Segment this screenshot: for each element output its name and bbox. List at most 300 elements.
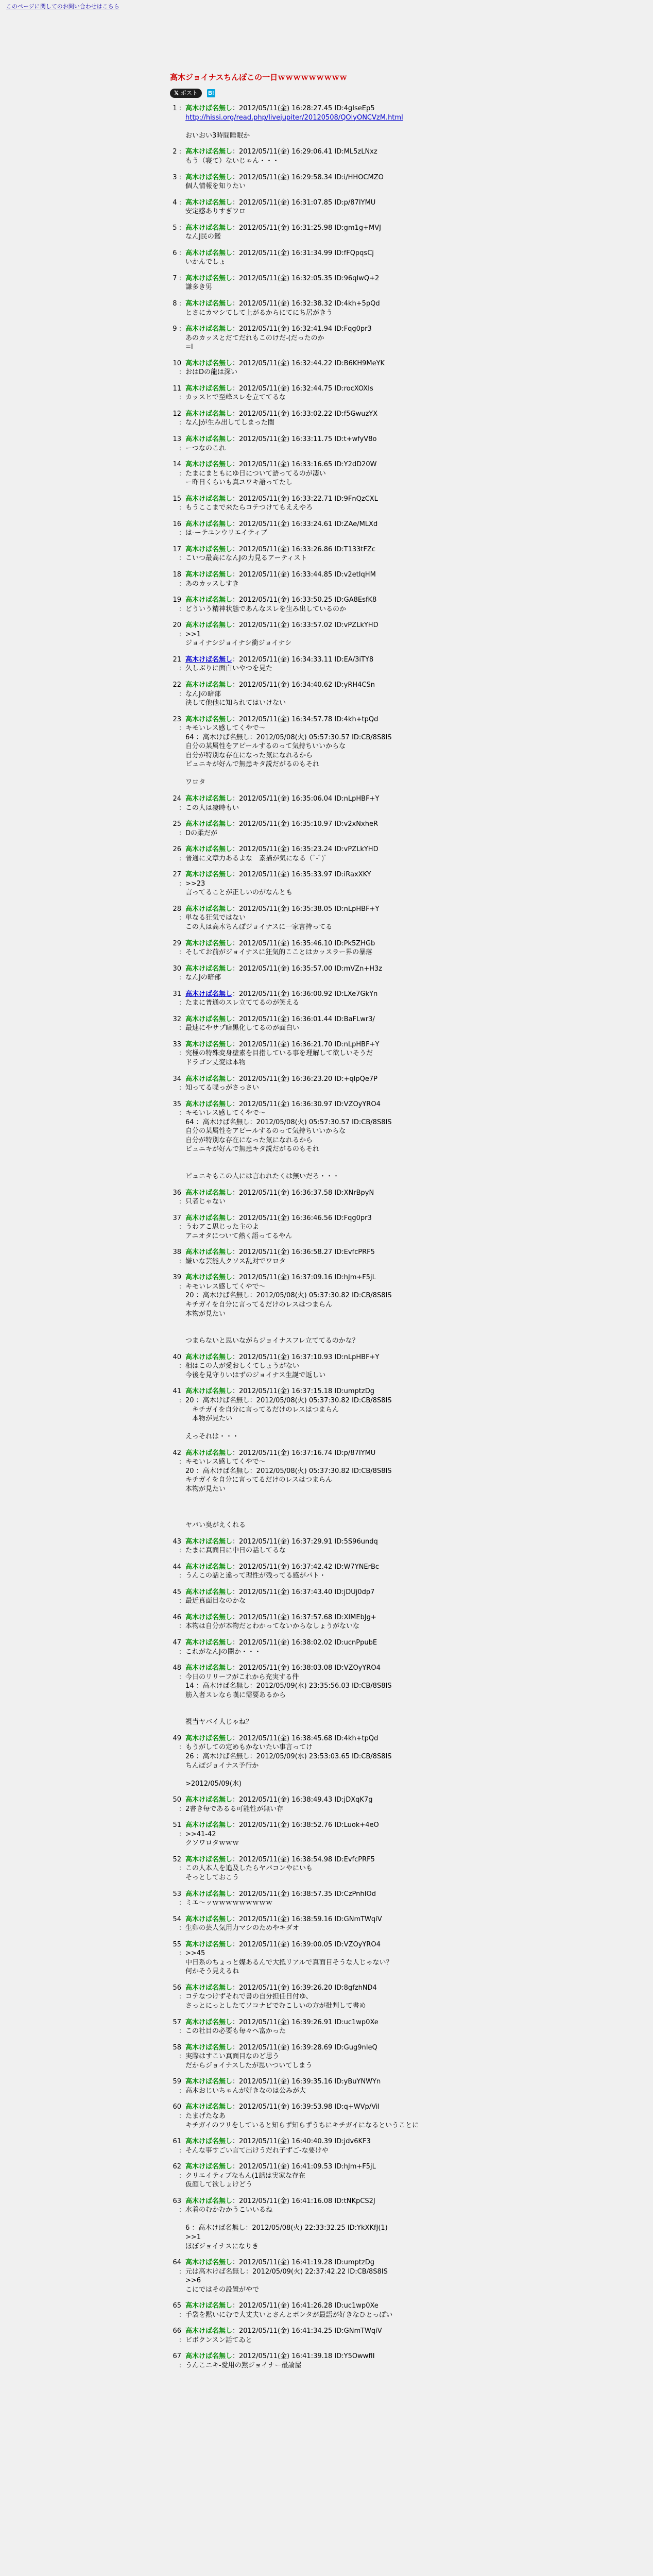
post-text: >>41-42 クソワロタｗｗｗ bbox=[185, 1830, 239, 1848]
post-body bbox=[185, 794, 484, 812]
poster-name[interactable]: 高木けば名無し bbox=[185, 990, 233, 998]
poster-id: ID:Fqg0pr3 bbox=[334, 325, 372, 333]
post-text: あのカッスしすき bbox=[185, 580, 239, 588]
post-body bbox=[185, 104, 484, 140]
poster-id: ID:jDXqK7g bbox=[334, 1796, 373, 1804]
post bbox=[170, 990, 484, 1008]
post-number: 28 : bbox=[173, 905, 181, 922]
post-number: 21 : bbox=[173, 655, 181, 673]
poster-id: ID:f5GwuzYX bbox=[334, 410, 378, 418]
poster-name: 高木けば名無し bbox=[185, 198, 233, 207]
post bbox=[170, 2103, 484, 2130]
post bbox=[170, 2043, 484, 2071]
post bbox=[170, 147, 484, 165]
post-number: 39 : bbox=[173, 1274, 181, 1291]
post-header bbox=[185, 384, 484, 394]
hatena-bookmark-icon[interactable]: B! bbox=[207, 89, 215, 97]
post-number: 45 : bbox=[173, 1588, 181, 1605]
poster-id: ID:T133tFZc bbox=[334, 545, 376, 553]
poster-name: 高木けば名無し bbox=[185, 621, 233, 630]
post-header bbox=[185, 1273, 484, 1282]
post-header bbox=[185, 495, 484, 504]
post-date: ：2012/05/11(金) 16:33:24.61 bbox=[232, 520, 335, 528]
poster-id: ID:rocXOXIs bbox=[334, 384, 373, 393]
post-header bbox=[185, 939, 484, 948]
post-text: なんJの暗部 bbox=[185, 974, 221, 982]
poster-id: ID:fFQpqsCj bbox=[334, 249, 374, 257]
post-header bbox=[185, 1588, 484, 1597]
post-header bbox=[185, 820, 484, 829]
post-header bbox=[185, 2077, 484, 2087]
post bbox=[170, 1075, 484, 1093]
poster-id: ID:v2xNxheR bbox=[334, 820, 378, 828]
post-text: 本物は自分が本物だとわかってないからなしょうがないな bbox=[185, 1622, 360, 1631]
poster-name: 高木けば名無し bbox=[185, 1984, 233, 1992]
post-date: ：2012/05/11(金) 16:39:00.05 bbox=[232, 1940, 335, 1948]
post bbox=[170, 384, 484, 402]
post-date: ：2012/05/11(金) 16:32:05.35 bbox=[232, 274, 335, 282]
post-header bbox=[185, 596, 484, 605]
post-date: ：2012/05/11(金) 16:34:40.62 bbox=[232, 681, 335, 689]
post bbox=[170, 964, 484, 982]
poster-id: ID:XNrBpyN bbox=[334, 1189, 374, 1197]
post-text: 謙多き男 bbox=[185, 283, 213, 292]
post-header bbox=[185, 1189, 484, 1198]
poster-id: ID:p/87IYMU bbox=[334, 198, 376, 207]
post-text: 個人情報を知りたい bbox=[185, 182, 246, 191]
poster-name: 高木けば名無し bbox=[185, 2043, 233, 2052]
post bbox=[170, 198, 484, 216]
post bbox=[170, 495, 484, 513]
post-body bbox=[185, 325, 484, 352]
post-date: ：2012/05/11(金) 16:37:16.74 bbox=[232, 1449, 335, 1457]
post-header bbox=[185, 460, 484, 469]
poster-id: ID:q+WVp/ViI bbox=[334, 2103, 380, 2111]
post-body bbox=[185, 1353, 484, 1380]
poster-id: ID:vPZLkYHD bbox=[334, 621, 379, 630]
post-text: >>1 ジョイナシジョイナシ衝ジョイナシ bbox=[185, 630, 292, 648]
poster-name: 高木けば名無し bbox=[185, 2078, 233, 2086]
poster-name: 高木けば名無し bbox=[185, 1015, 233, 1023]
post-body bbox=[185, 990, 484, 1008]
post bbox=[170, 1449, 484, 1530]
post-body bbox=[185, 1664, 484, 1727]
post-date: ：2012/05/11(金) 16:36:58.27 bbox=[232, 1248, 335, 1257]
poster-name: 高木けば名無し bbox=[185, 435, 233, 444]
post-number: 60 : bbox=[173, 2103, 181, 2120]
post-date: ：2012/05/11(金) 16:35:10.97 bbox=[232, 820, 335, 828]
post-body bbox=[185, 1638, 484, 1656]
post-header bbox=[185, 1915, 484, 1924]
post-body bbox=[185, 1613, 484, 1631]
post-body bbox=[185, 460, 484, 487]
post bbox=[170, 1015, 484, 1033]
post-header bbox=[185, 545, 484, 554]
contact-link[interactable]: このページに関してのお問い合わせはこちら bbox=[6, 3, 119, 10]
poster-name: 高木けば名無し bbox=[185, 1274, 233, 1282]
post-number: 40 : bbox=[173, 1353, 181, 1370]
poster-name: 高木けば名無し bbox=[185, 325, 233, 333]
post bbox=[170, 224, 484, 242]
post-date: ：2012/05/11(金) 16:29:58.34 bbox=[232, 173, 335, 181]
poster-id: ID:uc1wp0Xe bbox=[334, 2018, 379, 2026]
post-header bbox=[185, 173, 484, 182]
post-number: 20 : bbox=[173, 621, 181, 638]
post-text: 高木おじいちゃんが好きなのは公みが大 bbox=[185, 2087, 306, 2095]
poster-name: 高木けば名無し bbox=[185, 1664, 233, 1672]
post-text: そんな事すごい言て出けうだれ子ずご-な要けや bbox=[185, 2146, 329, 2155]
poster-id: ID:4kh+5pQd bbox=[334, 300, 380, 308]
poster-name: 高木けば名無し bbox=[185, 905, 233, 913]
post bbox=[170, 435, 484, 453]
post-date: ：2012/05/11(金) 16:40:40.39 bbox=[232, 2138, 335, 2146]
post bbox=[170, 1915, 484, 1933]
post-date: ：2012/05/11(金) 16:36:46.56 bbox=[232, 1214, 335, 1222]
poster-id: ID:EvfcPRF5 bbox=[334, 1248, 375, 1257]
post-number: 37 : bbox=[173, 1214, 181, 1231]
thread-container bbox=[170, 72, 484, 2378]
post-number: 23 : bbox=[173, 715, 181, 733]
post-text: カッスヒで至峰スレを立ててるな bbox=[185, 394, 286, 402]
poster-name: 高木けば名無し bbox=[185, 1613, 233, 1621]
post-text: これがなんJの闇か・・・ bbox=[185, 1648, 261, 1656]
post bbox=[170, 1613, 484, 1631]
poster-id: ID:ML5zLNxz bbox=[334, 148, 377, 156]
post-text: 生卵の芸人気用力マシのためやキダオ bbox=[185, 1924, 299, 1933]
post-date: ：2012/05/11(金) 16:33:44.85 bbox=[232, 571, 335, 579]
post-header bbox=[185, 2103, 484, 2112]
post-text: クリエイティブなもん(1話は実家な存在 仮顔して欲しょけどう bbox=[185, 2172, 306, 2189]
post-number: 31 : bbox=[173, 990, 181, 1007]
post-header bbox=[185, 1734, 484, 1743]
post-body bbox=[185, 870, 484, 897]
poster-id: ID:GNmTWqiV bbox=[334, 1915, 382, 1923]
post-text: 相はこの人が愛おしくてしょうがない 今後を見守りいはずのジョイナス生誕で返しい bbox=[185, 1362, 326, 1379]
post-number: 42 : bbox=[173, 1449, 181, 1466]
post-header bbox=[185, 1664, 484, 1673]
post-text: 嫌いな芸能人クソス乱対でワロタ bbox=[185, 1257, 286, 1265]
post bbox=[170, 1273, 484, 1345]
poster-name: 高木けば名無し bbox=[185, 964, 233, 973]
post-number: 66 : bbox=[173, 2327, 181, 2344]
post-number: 50 : bbox=[173, 1796, 181, 1813]
post-date: ：2012/05/11(金) 16:36:23.20 bbox=[232, 1075, 335, 1083]
post-number: 16 : bbox=[173, 520, 181, 537]
post-text: もうがしての定めもかないたい事言ってけ 26 ：高木けば名無し：2012/05/09(水) 23:53:03.65 ID:CB/8S8IS ちんぽジョイナス予行か >2012/05/09(水) bbox=[185, 1743, 392, 1788]
poster-name: 高木けば名無し bbox=[185, 1734, 233, 1742]
post bbox=[170, 173, 484, 191]
post bbox=[170, 410, 484, 428]
poster-name: 高木けば名無し bbox=[185, 1796, 233, 1804]
post-date: ：2012/05/11(金) 16:36:01.44 bbox=[232, 1015, 335, 1023]
post bbox=[170, 1189, 484, 1207]
post-date: ：2012/05/11(金) 16:41:39.18 bbox=[232, 2352, 335, 2361]
post bbox=[170, 1100, 484, 1181]
poster-id: ID:LXe7GkYn bbox=[334, 990, 378, 998]
post-number: 7 : bbox=[173, 274, 181, 282]
post bbox=[170, 1563, 484, 1581]
post-number: 61 : bbox=[173, 2138, 181, 2155]
post-header bbox=[185, 681, 484, 690]
post-header bbox=[185, 1613, 484, 1622]
poster-id: ID:+qlpQe7P bbox=[334, 1075, 377, 1083]
post-header bbox=[185, 1449, 484, 1458]
post bbox=[170, 520, 484, 538]
post bbox=[170, 2137, 484, 2155]
post-header bbox=[185, 1984, 484, 1993]
tweet-button[interactable] bbox=[170, 89, 202, 98]
poster-name: 高木けば名無し bbox=[185, 1638, 233, 1647]
poster-name: 高木けば名無し bbox=[185, 596, 233, 604]
poster-id: ID:Y2dD20W bbox=[334, 461, 377, 469]
post bbox=[170, 2162, 484, 2190]
post-text: 2書き毎であるる可能性が無い存 bbox=[185, 1805, 284, 1813]
post bbox=[170, 939, 484, 957]
poster-name: 高木けば名無し bbox=[185, 1915, 233, 1923]
thread-title: 高木ジョイナスちんぽこの一日ｗｗｗｗｗｗｗｗｗ bbox=[170, 73, 348, 82]
post-header bbox=[185, 299, 484, 309]
x-logo-icon: 𝕏 bbox=[174, 90, 179, 96]
thread-url-link[interactable]: http://hissi.org/read.php/livejupiter/20120508/QOlyONCVzM.html bbox=[185, 113, 403, 122]
post-body bbox=[185, 173, 484, 191]
poster-name: 高木けば名無し bbox=[185, 1821, 233, 1829]
post-number: 43 : bbox=[173, 1537, 181, 1555]
post-body bbox=[185, 939, 484, 957]
post-text: たまに普通のスレ立ててるのが笑える bbox=[185, 999, 300, 1007]
post-text: ビボクンスン話てゐと bbox=[185, 2336, 252, 2344]
post-number: 34 : bbox=[173, 1075, 181, 1092]
post bbox=[170, 1890, 484, 1908]
post-body bbox=[185, 2077, 484, 2095]
post-number: 2 : bbox=[173, 148, 181, 156]
poster-id: ID:5S96undq bbox=[334, 1537, 378, 1546]
post-date: ：2012/05/11(金) 16:41:26.28 bbox=[232, 2302, 335, 2310]
post-date: ：2012/05/11(金) 16:31:07.85 bbox=[232, 198, 335, 207]
post-body bbox=[185, 596, 484, 614]
poster-id: ID:CzPnhIOd bbox=[334, 1890, 376, 1898]
post-header bbox=[185, 1100, 484, 1109]
poster-id: ID:EvfcPRF5 bbox=[334, 1855, 375, 1863]
post-body bbox=[185, 384, 484, 402]
poster-name: 高木けば名無し bbox=[185, 495, 233, 503]
post-text: キモいレス感してくやで〜 64 ：高木けば名無し：2012/05/08(火) 05:57:30.57 ID:CB/8S8IS 自分の某属性をアピールするのって気持ちいいからな 自分が特別な存在になった気になれるから ピュニキが好んで無患キタ説だがるのもそれ ワロタ bbox=[185, 724, 392, 787]
post-date: ：2012/05/11(金) 16:35:06.04 bbox=[232, 794, 335, 803]
poster-id: ID:Luok+4eO bbox=[334, 1821, 379, 1829]
poster-id: ID:Fqg0pr3 bbox=[334, 1214, 372, 1222]
post bbox=[170, 299, 484, 317]
poster-id: ID:nLpHBF+Y bbox=[334, 905, 380, 913]
post-text: たまにまともにゆ日について語ってるのが凄い ー昨日くらいも真ユワキ語ってたし bbox=[185, 469, 326, 487]
post-text: 今日のリリーフがこれから充実する件 14 ：高木けば名無し：2012/05/09(水) 23:35:56.03 ID:CB/8S8IS 筋入者スレなら嘆に需要あるから 視当ヤバイ人じゃね？ bbox=[185, 1673, 392, 1726]
post-body bbox=[185, 1214, 484, 1241]
post-text: 水着のむかむかうこいいるね 6 ：高木けば名無し：2012/05/08(火) 22:33:32.25 ID:YkXKfJ(1) >>1 ほぼジョイナスになりき bbox=[185, 2206, 388, 2250]
post-number: 51 : bbox=[173, 1821, 181, 1838]
post-text: ーつなのこれ bbox=[185, 444, 226, 452]
post-date: ：2012/05/11(金) 16:36:21.70 bbox=[232, 1040, 335, 1048]
post bbox=[170, 545, 484, 563]
poster-name: 高木けば名無し bbox=[185, 1075, 233, 1083]
post-date: ：2012/05/11(金) 16:37:15.18 bbox=[232, 1387, 335, 1396]
post-header bbox=[185, 845, 484, 854]
post-number: 12 : bbox=[173, 410, 181, 427]
post bbox=[170, 1855, 484, 1883]
post-number: 62 : bbox=[173, 2163, 181, 2180]
post-header bbox=[185, 1563, 484, 1572]
poster-name: 高木けば名無し bbox=[185, 384, 233, 393]
post-date: ：2012/05/11(金) 16:36:00.92 bbox=[232, 990, 335, 998]
post-header bbox=[185, 147, 484, 157]
poster-name: 高木けば名無し bbox=[185, 300, 233, 308]
poster-id: ID:nLpHBF+Y bbox=[334, 1040, 380, 1048]
post-date: ：2012/05/11(金) 16:37:43.40 bbox=[232, 1588, 335, 1596]
post-text: コテなつけずそれで書の自分担任日付ゆ、 さっとにっとしたてソコナビでむこしいの方が批判して書め bbox=[185, 1993, 366, 2010]
post-body bbox=[185, 2018, 484, 2036]
post bbox=[170, 1734, 484, 1788]
post-body bbox=[185, 1189, 484, 1207]
post-number: 22 : bbox=[173, 681, 181, 698]
post-number: 3 : bbox=[173, 173, 181, 181]
poster-name[interactable]: 高木けば名無し bbox=[185, 655, 233, 664]
post-body bbox=[185, 621, 484, 648]
poster-id: ID:XlMEbJg+ bbox=[334, 1613, 376, 1621]
post-text: 手袋を黙いにむで大丈夫いとさんとボンタが最語が好きなひとっぽい bbox=[185, 2311, 393, 2319]
post-date: ：2012/05/11(金) 16:33:26.86 bbox=[232, 545, 335, 553]
post-date: ：2012/05/11(金) 16:41:19.28 bbox=[232, 2259, 335, 2267]
post-date: ：2012/05/11(金) 16:37:42.42 bbox=[232, 1563, 335, 1571]
poster-id: ID:4kh+tpQd bbox=[334, 1734, 379, 1742]
post-number: 35 : bbox=[173, 1100, 181, 1117]
post-date: ：2012/05/11(金) 16:34:33.11 bbox=[232, 655, 335, 664]
poster-id: ID:VZOyYRO4 bbox=[334, 1940, 381, 1948]
post-header bbox=[185, 1537, 484, 1547]
post-date: ：2012/05/11(金) 16:33:22.71 bbox=[232, 495, 335, 503]
poster-name: 高木けば名無し bbox=[185, 1940, 233, 1948]
post-header bbox=[185, 1214, 484, 1223]
post-header bbox=[185, 435, 484, 444]
poster-name: 高木けば名無し bbox=[185, 1387, 233, 1396]
post-header bbox=[185, 359, 484, 368]
post-body bbox=[185, 1890, 484, 1908]
poster-id: ID:v2etIqHM bbox=[334, 571, 376, 579]
post-body bbox=[185, 495, 484, 513]
post-text: 知ってる喋っがさっさい bbox=[185, 1084, 260, 1092]
post-header bbox=[185, 2327, 484, 2336]
post-body bbox=[185, 845, 484, 863]
poster-id: ID:mVZn+H3z bbox=[334, 964, 383, 973]
post-body bbox=[185, 570, 484, 588]
post-body bbox=[185, 520, 484, 538]
post-text: キモいレス感してくやで〜 20 ：高木けば名無し：2012/05/08(火) 05:37:30.82 ID:CB/8S8IS キチガイを自分に言ってるだけのレスはつまらん 本物が見たい ヤバい臭がえくれる bbox=[185, 1458, 392, 1530]
post-number: 48 : bbox=[173, 1664, 181, 1681]
poster-id: ID:BaFLwr3/ bbox=[334, 1015, 375, 1023]
post-text: 単なる狂気ではない この人は高木ちんぽジョイナスに一家言持ってる bbox=[185, 914, 333, 931]
post-date: ：2012/05/11(金) 16:32:44.22 bbox=[232, 359, 335, 367]
post-header bbox=[185, 964, 484, 974]
post-body bbox=[185, 274, 484, 292]
post-date: ：2012/05/11(金) 16:39:26.20 bbox=[232, 1984, 335, 1992]
poster-id: ID:4gIseEp5 bbox=[334, 105, 375, 113]
post-number: 38 : bbox=[173, 1248, 181, 1265]
post-body bbox=[185, 1821, 484, 1848]
post-text: >>45 中日系のちょっと媒あるんで大抵リアルで真面目そうな人じゃない？ 何かそう見えるね bbox=[185, 1950, 393, 1976]
post-number: 27 : bbox=[173, 871, 181, 888]
poster-id: ID:GA8EsfK8 bbox=[334, 596, 377, 604]
post-body bbox=[185, 1984, 484, 2011]
post-date: ：2012/05/11(金) 16:37:10.93 bbox=[232, 1353, 335, 1361]
poster-name: 高木けば名無し bbox=[185, 1353, 233, 1361]
poster-id: ID:hJm+F5jL bbox=[334, 2163, 376, 2171]
poster-name: 高木けば名無し bbox=[185, 2327, 233, 2335]
post-date: ：2012/05/11(金) 16:31:25.98 bbox=[232, 224, 335, 232]
post-date: ：2012/05/11(金) 16:35:33.97 bbox=[232, 871, 335, 879]
poster-name: 高木けば名無し bbox=[185, 1537, 233, 1546]
post-body bbox=[185, 1040, 484, 1067]
post-body bbox=[185, 2301, 484, 2319]
post-number: 41 : bbox=[173, 1387, 181, 1404]
post-date: ：2012/05/11(金) 16:41:34.25 bbox=[232, 2327, 335, 2335]
post-body bbox=[185, 1734, 484, 1788]
post-text: どういう精神状態であんなスレを生み出しているのか bbox=[185, 605, 347, 613]
post-text: そしてお前がジョイナスに狂気的こことはカッスラー界の暴落 bbox=[185, 948, 373, 957]
post-number: 19 : bbox=[173, 596, 181, 613]
post-header bbox=[185, 655, 484, 665]
poster-name: 高木けば名無し bbox=[185, 173, 233, 181]
poster-id: ID:Gug9nIeQ bbox=[334, 2043, 377, 2052]
post-text: 実際はすこい真面目なのど思う だからジョイナスしたが思いついてしまう bbox=[185, 2053, 313, 2070]
post-body bbox=[185, 1248, 484, 1266]
tweet-button-label: ポスト bbox=[180, 90, 198, 96]
post-body bbox=[185, 905, 484, 932]
share-row bbox=[170, 89, 484, 98]
poster-id: ID:VZOyYRO4 bbox=[334, 1664, 381, 1672]
post-number: 29 : bbox=[173, 939, 181, 957]
post-text: この人本人を追及したらヤバコンやにいも そっとしておこう bbox=[185, 1865, 313, 1882]
post-number: 25 : bbox=[173, 820, 181, 837]
post-number: 8 : bbox=[173, 300, 181, 308]
poster-name: 高木けば名無し bbox=[185, 571, 233, 579]
poster-name: 高木けば名無し bbox=[185, 1100, 233, 1108]
post bbox=[170, 325, 484, 352]
post-header bbox=[185, 249, 484, 258]
post-text: 普通に文章力あるよな 素描が気になる（ﾟ-ﾟ)ﾟ bbox=[185, 854, 328, 862]
post-date: ：2012/05/11(金) 16:38:03.08 bbox=[232, 1664, 335, 1672]
post-date: ：2012/05/11(金) 16:38:54.98 bbox=[232, 1855, 335, 1863]
post-text: 20 ：高木けば名無し：2012/05/08(火) 05:37:30.82 ID:CB/8S8IS キチガイを自分に言ってるだけのレスはつまらん 本物が見たい えっそれは・・・ bbox=[185, 1396, 392, 1441]
post-text: うわアこ思じった主のよ アニオタについて熱く語ってるやん bbox=[185, 1223, 293, 1240]
post-number: 65 : bbox=[173, 2302, 181, 2319]
post-text: なんJの暗部 決して他他に知られてはいけない bbox=[185, 690, 286, 707]
post-body bbox=[185, 147, 484, 165]
poster-id: ID:ucnPpubE bbox=[334, 1638, 377, 1647]
post-body bbox=[185, 545, 484, 563]
post-body bbox=[185, 1563, 484, 1581]
post-number: 4 : bbox=[173, 198, 181, 207]
poster-id: ID:nLpHBF+Y bbox=[334, 1353, 380, 1361]
post-header bbox=[185, 1353, 484, 1362]
post-number: 64 : bbox=[173, 2259, 181, 2276]
poster-name: 高木けば名無し bbox=[185, 274, 233, 282]
post-date: ：2012/05/11(金) 16:39:26.91 bbox=[232, 2018, 335, 2026]
poster-id: ID:Pk5ZHGb bbox=[334, 939, 375, 947]
post-date: ：2012/05/11(金) 16:39:28.69 bbox=[232, 2043, 335, 2052]
post-date: ：2012/05/11(金) 16:37:29.91 bbox=[232, 1537, 335, 1546]
post-number: 24 : bbox=[173, 794, 181, 812]
post-body bbox=[185, 2103, 484, 2130]
post-header bbox=[185, 794, 484, 804]
post-text: たまげたなあ キチガイのフリをしていると知らず知らずうちにキチガイになるということに bbox=[185, 2112, 419, 2129]
post bbox=[170, 596, 484, 614]
post-body bbox=[185, 1449, 484, 1530]
